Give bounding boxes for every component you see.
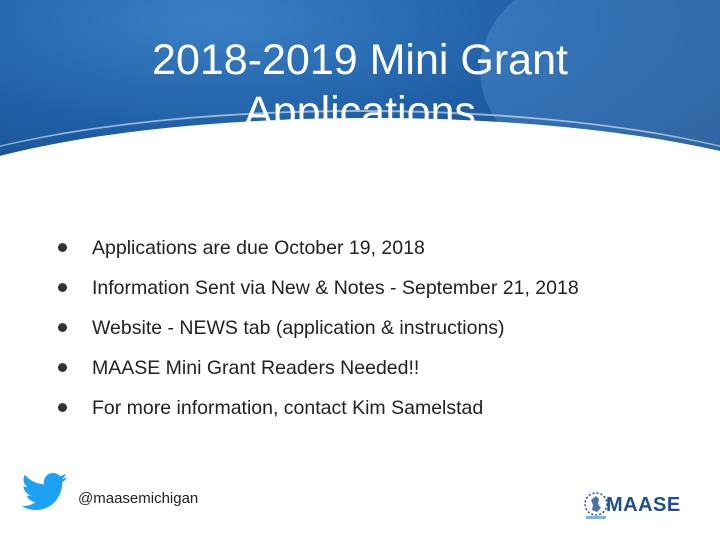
michigan-map-icon [584,490,608,524]
bullet-list [58,228,698,428]
bullet-item [58,348,698,388]
bullet-text: For more information, contact Kim Samelstad [92,397,484,419]
maase-logo [584,490,688,524]
bullet-text: Website - NEWS tab (application & instructions) [92,317,505,339]
bullet-text: MAASE Mini Grant Readers Needed!! [92,357,420,379]
bullet-dot-icon [58,243,67,252]
twitter-handle[interactable]: @maasemichigan [78,490,199,507]
slide-title-line-1: 2018-2019 Mini Grant [152,36,568,84]
maase-logo-text: MAASE [606,494,681,516]
bullet-item [58,228,698,268]
bullet-item [58,308,698,348]
bullet-item [58,268,698,308]
bullet-dot-icon [58,403,67,412]
slide-title-line-2: Applications [244,88,476,136]
bullet-text: Applications are due October 19, 2018 [92,237,425,259]
twitter-bird-icon[interactable] [22,472,68,512]
bullet-text: Information Sent via New & Notes - September 21, 2018 [92,277,579,299]
title-banner [0,0,720,196]
slide-title [60,34,660,138]
bullet-dot-icon [58,283,67,292]
bullet-dot-icon [58,363,67,372]
bullet-dot-icon [58,323,67,332]
bullet-item [58,388,698,428]
